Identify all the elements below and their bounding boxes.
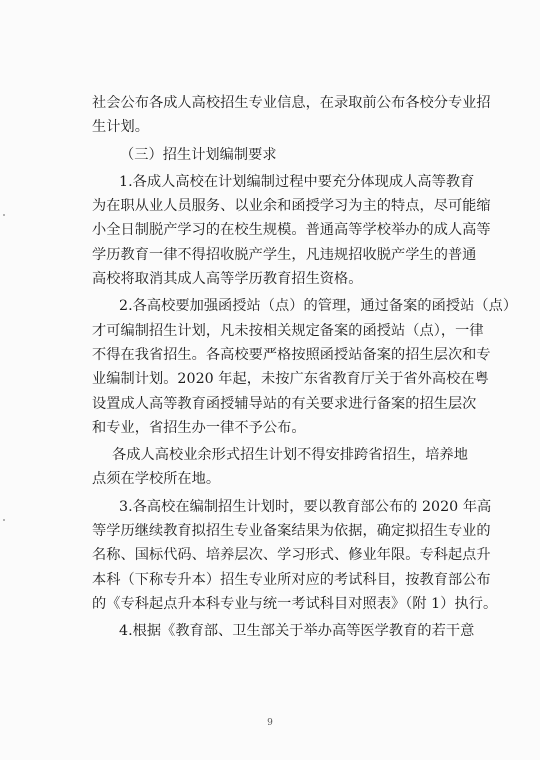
section-heading: （三）招生计划编制要求 [120,146,277,163]
scan-mark [3,214,5,216]
paragraph-line: 小全日制脱产学习的在校生规模。普通高等学校举办的成人高等 [92,222,491,239]
paragraph-line: 3.各高校在编制招生计划时，要以教育部公布的 2020 年高 [119,498,492,515]
paragraph-line: 高校将取消其成人高等学历教育招生资格。 [92,271,363,288]
paragraph-line: 的《专科起点升本科专业与统一考试科目对照表》（附 1）执行。 [92,595,498,612]
paragraph-line: 4.根据《教育部、卫生部关于举办高等医学教育的若干意 [119,623,475,640]
paragraph-line: 和专业，省招生办一律不予公布。 [92,419,306,436]
paragraph-line: 1.各成人高校在计划编制过程中要充分体现成人高等教育 [119,173,475,190]
paragraph-line: 业编制计划。2020 年起，未按广东省教育厅关于省外高校在粤 [92,371,489,388]
paragraph-line: 各成人高校业余形式招生计划不得安排跨省招生，培养地 [112,447,468,464]
page-number: 9 [267,718,273,728]
paragraph-line: 等学历继续教育拟招生专业备案结果为依据，确定拟招生专业的 [92,523,491,540]
paragraph-line: 本科（下称专升本）招生专业所对应的考试科目，按教育部公布 [92,571,491,588]
paragraph-line: 设置成人高等教育函授辅导站的有关要求进行备案的招生层次 [92,395,477,412]
scan-mark [3,519,5,521]
paragraph-line: 学历教育一律不得招收脱产学生，凡违规招收脱产学生的普通 [92,246,477,263]
paragraph-line: 名称、国标代码、培养层次、学习形式、修业年限。专科起点升 [92,547,491,564]
paragraph-line: 为在职从业人员服务、以业余和函授学习为主的特点，尽可能缩 [92,198,491,215]
paragraph-line: 才可编制招生计划，凡未按相关规定备案的函授站（点），一律 [92,322,484,339]
paragraph-line: 不得在我省招生。各高校要严格按照函授站备案的招生层次和专 [92,346,491,363]
document-body [92,91,518,644]
paragraph-line: 点须在学校所在地。 [92,471,221,488]
paragraph-line: 生计划。 [92,119,149,136]
paragraph-line: 2.各高校要加强函授站（点）的管理，通过备案的函授站（点） [119,298,518,315]
paragraph-line: 社会公布各成人高校招生专业信息，在录取前公布各校分专业招 [92,95,491,111]
